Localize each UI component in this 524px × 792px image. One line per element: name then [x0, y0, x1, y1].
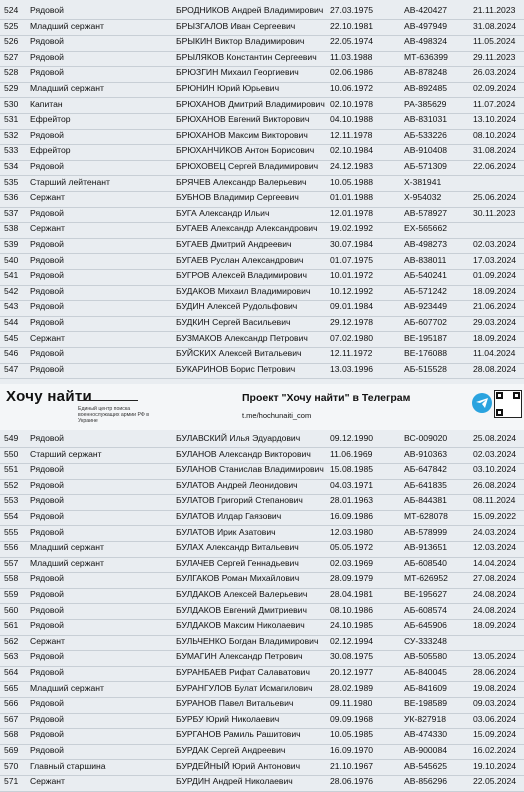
cell-birth: 01.01.1988	[330, 192, 374, 203]
cell-name: БУЛГАКОВ Роман Михайлович	[176, 573, 300, 584]
cell-doc: ВЕ-176088	[404, 348, 448, 359]
cell-name: БРЮХАНОВ Максим Викторович	[176, 129, 308, 140]
cell-name: БУЗМАКОВ Александр Петрович	[176, 332, 308, 343]
cell-name: БУЛАХ Александр Витальевич	[176, 542, 299, 553]
cell-doc: РА-385629	[404, 98, 447, 109]
cell-name: БРЮНИН Юрий Юрьевич	[176, 83, 280, 93]
cell-no: 547	[4, 363, 19, 374]
cell-rank: Рядовой	[30, 301, 64, 312]
cell-doc: ЕХ-565662	[404, 223, 448, 234]
cell-date: 15.09.2024	[473, 729, 517, 740]
cell-doc: АВ-498324	[404, 36, 448, 47]
cell-doc: АВ-505580	[404, 651, 448, 662]
cell-no: 562	[4, 635, 19, 646]
cell-rank: Младший сержант	[30, 20, 104, 31]
cell-doc: МТ-628078	[404, 511, 448, 521]
cell-date: 27.08.2024	[473, 573, 517, 584]
cell-doc: АБ-841609	[404, 682, 447, 693]
cell-doc: АБ-844381	[404, 495, 447, 506]
cell-birth: 24.12.1983	[330, 161, 374, 171]
cell-date: 22.06.2024	[473, 161, 517, 171]
cell-name: БУРАНБАЕВ Рифат Салаватович	[176, 667, 310, 677]
cell-no: 534	[4, 161, 19, 171]
cell-doc: ВЕ-195187	[404, 332, 448, 343]
cell-date: 21.06.2024	[473, 301, 517, 312]
cell-rank: Рядовой	[30, 207, 64, 218]
cell-date: 28.08.2024	[473, 363, 517, 374]
cell-rank: Главный старшина	[30, 760, 106, 771]
cell-date: 08.11.2024	[473, 495, 516, 506]
cell-date: 12.03.2024	[473, 542, 517, 553]
cell-date: 16.02.2024	[473, 745, 517, 755]
site-logo: Хочу найти	[6, 388, 93, 405]
cell-doc: АБ-515528	[404, 363, 447, 374]
cell-name: БРЫЛЯКОВ Константин Сергеевич	[176, 51, 317, 62]
cell-no: 525	[4, 20, 19, 31]
cell-rank: Рядовой	[30, 348, 64, 359]
cell-date: 28.06.2024	[473, 667, 517, 677]
cell-date: 13.10.2024	[473, 114, 517, 125]
cell-doc: АВ-900084	[404, 745, 448, 755]
cell-no: 567	[4, 713, 19, 724]
cell-name: БРЮХАНОВ Дмитрий Владимирович	[176, 98, 325, 109]
cell-rank: Рядовой	[30, 651, 64, 662]
cell-name: БУГАЕВ Руслан Александрович	[176, 254, 304, 265]
cell-date: 11.07.2024	[473, 98, 516, 109]
cell-no: 524	[4, 5, 19, 15]
cell-name: БРЫЗГАЛОВ Иван Сергеевич	[176, 20, 296, 31]
cell-doc: АВ-913651	[404, 542, 448, 553]
cell-name: БУРАНОВ Павел Витальевич	[176, 698, 294, 709]
cell-doc: АБ-607702	[404, 317, 447, 327]
cell-date: 29.11.2023	[473, 51, 516, 62]
cell-no: 565	[4, 682, 19, 693]
table-row	[0, 361, 524, 379]
cell-birth: 28.06.1976	[330, 776, 374, 787]
cell-doc: АВ-923449	[404, 301, 448, 312]
cell-name: БУЛАНОВ Станислав Владимирович	[176, 464, 324, 475]
cell-rank: Рядовой	[30, 620, 64, 631]
cell-birth: 12.11.1972	[330, 348, 373, 359]
cell-birth: 10.05.1985	[330, 729, 374, 740]
cell-rank: Рядовой	[30, 511, 64, 521]
cell-doc: ВС-009020	[404, 433, 448, 443]
cell-no: 526	[4, 36, 19, 47]
cell-no: 555	[4, 526, 19, 537]
cell-birth: 09.11.1980	[330, 698, 373, 709]
cell-rank: Старший сержант	[30, 448, 102, 459]
cell-name: БУКАРИНОВ Борис Петрович	[176, 363, 296, 374]
cell-no: 540	[4, 254, 19, 265]
cell-doc: АБ-540241	[404, 270, 447, 281]
cell-name: БРЮХАНОВ Евгений Викторович	[176, 114, 310, 125]
cell-date: 21.11.2023	[473, 5, 516, 15]
cell-name: БУЛАТОВ Ирик Азатович	[176, 526, 276, 537]
cell-no: 561	[4, 620, 19, 631]
cell-no: 560	[4, 604, 19, 615]
cell-name: БРЮХАНЧИКОВ Антон Борисович	[176, 145, 315, 156]
cell-birth: 12.11.1978	[330, 129, 373, 140]
cell-doc: АВ-892485	[404, 83, 448, 93]
cell-birth: 12.03.1980	[330, 526, 374, 537]
cell-date: 26.08.2024	[473, 479, 517, 490]
cell-date: 18.09.2024	[473, 285, 517, 296]
cell-name: БРЯЧЕВ Александр Валерьевич	[176, 176, 307, 187]
cell-doc: АБ-608540	[404, 557, 447, 568]
cell-birth: 02.06.1986	[330, 67, 374, 78]
cell-birth: 24.10.1985	[330, 620, 374, 631]
cell-name: БУБНОВ Владимир Сергеевич	[176, 192, 299, 203]
cell-rank: Сержант	[30, 776, 65, 787]
cell-date: 14.04.2024	[473, 557, 517, 568]
cell-name: БУЛАЧЕВ Сергей Геннадьевич	[176, 557, 299, 568]
cell-name: БУЛЬЧЕНКО Богдан Владимирович	[176, 635, 319, 646]
cell-date: 24.08.2024	[473, 589, 517, 599]
cell-date: 03.10.2024	[473, 464, 517, 475]
cell-doc: АВ-578999	[404, 526, 448, 537]
cell-date: 19.08.2024	[473, 682, 517, 693]
cell-date: 13.05.2024	[473, 651, 517, 662]
cell-rank: Рядовой	[30, 667, 64, 677]
cell-name: БУЛДАКОВ Евгений Дмитриевич	[176, 604, 307, 615]
cell-rank: Младший сержант	[30, 682, 104, 693]
cell-no: 558	[4, 573, 19, 584]
cell-rank: Рядовой	[30, 36, 64, 47]
cell-birth: 09.09.1968	[330, 713, 374, 724]
promo-title: Проект "Хочу найти" в Телеграм	[242, 392, 411, 404]
cell-no: 553	[4, 495, 19, 506]
cell-birth: 07.02.1980	[330, 332, 374, 343]
cell-no: 528	[4, 67, 19, 78]
cell-rank: Рядовой	[30, 67, 64, 78]
cell-birth: 02.03.1969	[330, 557, 374, 568]
cell-birth: 16.09.1986	[330, 511, 374, 521]
cell-birth: 11.03.1988	[330, 51, 373, 62]
cell-date: 15.09.2022	[473, 511, 517, 521]
cell-name: БУРДАК Сергей Андреевич	[176, 745, 286, 755]
cell-doc: АБ-840045	[404, 667, 447, 677]
cell-date: 09.03.2024	[473, 698, 517, 709]
cell-no: 551	[4, 464, 19, 475]
cell-no: 537	[4, 207, 19, 218]
cell-birth: 20.12.1977	[330, 667, 374, 677]
cell-no: 564	[4, 667, 19, 677]
cell-doc: ВЕ-195627	[404, 589, 448, 599]
cell-birth: 08.10.1986	[330, 604, 374, 615]
cell-rank: Рядовой	[30, 161, 64, 171]
cell-doc: АБ-533226	[404, 129, 447, 140]
cell-no: 527	[4, 51, 19, 62]
cell-rank: Рядовой	[30, 5, 64, 15]
cell-rank: Рядовой	[30, 363, 64, 374]
cell-name: БУРАНГУЛОВ Булат Исмагилович	[176, 682, 313, 693]
cell-rank: Сержант	[30, 635, 65, 646]
cell-name: БУЛАТОВ Григорий Степанович	[176, 495, 303, 506]
cell-birth: 28.04.1981	[330, 589, 374, 599]
cell-no: 568	[4, 729, 19, 740]
cell-name: БУЛАТОВ Андрей Леонидович	[176, 479, 298, 490]
telegram-link[interactable]: t.me/hochunaiti_com	[242, 411, 312, 420]
cell-rank: Ефрейтор	[30, 145, 71, 156]
cell-birth: 09.01.1984	[330, 301, 374, 312]
cell-no: 539	[4, 239, 19, 249]
cell-no: 557	[4, 557, 19, 568]
cell-doc: АВ-545625	[404, 760, 448, 771]
cell-date: 01.09.2024	[473, 270, 517, 281]
cell-doc: АВ-838011	[404, 254, 447, 265]
cell-rank: Сержант	[30, 192, 65, 203]
cell-birth: 27.03.1975	[330, 5, 374, 15]
cell-name: БУЛАНОВ Александр Викторович	[176, 448, 311, 459]
cell-no: 530	[4, 98, 19, 109]
cell-date: 31.08.2024	[473, 20, 517, 31]
cell-no: 552	[4, 479, 19, 490]
cell-rank: Рядовой	[30, 604, 64, 615]
cell-birth: 04.03.1971	[330, 479, 374, 490]
cell-birth: 02.12.1994	[330, 635, 374, 646]
table-row	[0, 773, 524, 791]
cell-birth: 22.10.1981	[330, 20, 374, 31]
cell-birth: 10.01.1972	[330, 270, 374, 281]
cell-doc: АБ-571242	[404, 285, 447, 296]
cell-rank: Старший лейтенант	[30, 176, 110, 187]
cell-date: 08.10.2024	[473, 129, 517, 140]
cell-date: 24.03.2024	[473, 526, 517, 537]
cell-birth: 01.07.1975	[330, 254, 374, 265]
cell-rank: Рядовой	[30, 270, 64, 281]
cell-name: БУРДЕЙНЫЙ Юрий Антонович	[176, 760, 301, 771]
cell-rank: Младший сержант	[30, 83, 104, 93]
cell-birth: 21.10.1967	[330, 760, 374, 771]
cell-rank: Младший сержант	[30, 542, 104, 553]
cell-rank: Рядовой	[30, 254, 64, 265]
cell-date: 25.08.2024	[473, 433, 517, 443]
cell-no: 541	[4, 270, 19, 281]
cell-no: 542	[4, 285, 19, 296]
cell-doc: АВ-910408	[404, 145, 448, 156]
cell-no: 566	[4, 698, 19, 709]
cell-birth: 10.12.1992	[330, 285, 374, 296]
cell-name: БУЛДАКОВ Алексей Валерьевич	[176, 589, 308, 599]
cell-doc: СУ-333248	[404, 635, 447, 646]
cell-no: 535	[4, 176, 19, 187]
cell-birth: 10.05.1988	[330, 176, 374, 187]
cell-rank: Рядовой	[30, 495, 64, 506]
cell-doc: АБ-645906	[404, 620, 447, 631]
cell-doc: АБ-571309	[404, 161, 447, 171]
cell-no: 531	[4, 114, 19, 125]
cell-birth: 30.07.1984	[330, 239, 374, 249]
cell-doc: АВ-856296	[404, 776, 448, 787]
cell-doc: АБ-641835	[404, 479, 447, 490]
cell-birth: 02.10.1984	[330, 145, 374, 156]
cell-rank: Рядовой	[30, 317, 64, 327]
cell-doc: МТ-636399	[404, 51, 448, 62]
cell-doc: АВ-420427	[404, 5, 448, 15]
cell-rank: Рядовой	[30, 698, 64, 709]
cell-date: 31.08.2024	[473, 145, 517, 156]
cell-rank: Младший сержант	[30, 557, 104, 568]
cell-doc: АВ-878248	[404, 67, 448, 78]
cell-doc: АВ-498273	[404, 239, 448, 249]
cell-rank: Рядовой	[30, 433, 64, 443]
cell-doc: Х-381941	[404, 176, 442, 187]
cell-rank: Рядовой	[30, 526, 64, 537]
cell-rank: Рядовой	[30, 573, 64, 584]
cell-doc: ВЕ-198589	[404, 698, 448, 709]
cell-rank: Капитан	[30, 98, 63, 109]
cell-birth: 28.09.1979	[330, 573, 374, 584]
cell-date: 02.03.2024	[473, 239, 517, 249]
cell-name: БУДАКОВ Михаил Владимирович	[176, 285, 311, 296]
cell-birth: 10.06.1972	[330, 83, 374, 93]
cell-no: 532	[4, 129, 19, 140]
cell-rank: Рядовой	[30, 51, 64, 62]
cell-rank: Рядовой	[30, 713, 64, 724]
cell-birth: 19.02.1992	[330, 223, 374, 234]
cell-birth: 22.05.1974	[330, 36, 374, 47]
cell-birth: 09.12.1990	[330, 433, 374, 443]
cell-no: 549	[4, 433, 19, 443]
cell-no: 533	[4, 145, 19, 156]
cell-date: 30.11.2023	[473, 207, 516, 218]
cell-no: 546	[4, 348, 19, 359]
cell-rank: Сержант	[30, 332, 65, 343]
cell-rank: Сержант	[30, 223, 65, 234]
cell-name: БУРДИН Андрей Николаевич	[176, 776, 293, 787]
cell-birth: 02.10.1978	[330, 98, 374, 109]
cell-no: 550	[4, 448, 19, 459]
cell-birth: 30.08.1975	[330, 651, 374, 662]
cell-no: 569	[4, 745, 19, 755]
cell-name: БУГРОВ Алексей Владимирович	[176, 270, 307, 281]
cell-rank: Рядовой	[30, 239, 64, 249]
cell-no: 571	[4, 776, 19, 787]
cell-rank: Рядовой	[30, 285, 64, 296]
cell-doc: АБ-647842	[404, 464, 447, 475]
cell-date: 24.08.2024	[473, 604, 517, 615]
logo-underline	[78, 400, 138, 401]
cell-name: БРЫКИН Виктор Владимирович	[176, 36, 305, 47]
cell-no: 545	[4, 332, 19, 343]
telegram-icon[interactable]	[472, 393, 492, 413]
cell-rank: Ефрейтор	[30, 114, 71, 125]
cell-date: 29.03.2024	[473, 317, 517, 327]
cell-birth: 04.10.1988	[330, 114, 374, 125]
cell-no: 559	[4, 589, 19, 599]
cell-name: БУЛАВСКИЙ Илья Эдуардович	[176, 433, 301, 443]
cell-date: 03.06.2024	[473, 713, 517, 724]
cell-date: 18.09.2024	[473, 332, 517, 343]
cell-no: 554	[4, 511, 19, 521]
cell-doc: АВ-910363	[404, 448, 448, 459]
cell-name: БУМАГИН Александр Петрович	[176, 651, 303, 662]
cell-birth: 15.08.1985	[330, 464, 374, 475]
cell-doc: УК-827918	[404, 713, 447, 724]
cell-date: 26.03.2024	[473, 67, 517, 78]
cell-doc: АБ-608574	[404, 604, 447, 615]
cell-name: БРЮЗГИН Михаил Георгиевич	[176, 67, 299, 78]
cell-name: БУЙСКИХ Алексей Витальевич	[176, 348, 302, 359]
cell-doc: АВ-474330	[404, 729, 448, 740]
cell-name: БРЮХОВЕЦ Сергей Владимирович	[176, 161, 319, 171]
cell-no: 536	[4, 192, 19, 203]
cell-name: БУЛАТОВ Илдар Гаязович	[176, 511, 282, 521]
cell-date: 02.03.2024	[473, 448, 517, 459]
cell-no: 556	[4, 542, 19, 553]
promo-banner	[0, 384, 524, 430]
cell-rank: Рядовой	[30, 464, 64, 475]
cell-no: 538	[4, 223, 19, 234]
cell-date: 25.06.2024	[473, 192, 517, 203]
cell-rank: Рядовой	[30, 745, 64, 755]
cell-date: 19.10.2024	[473, 760, 517, 771]
cell-name: БУДИН Алексей Рудольфович	[176, 301, 298, 312]
cell-no: 563	[4, 651, 19, 662]
cell-date: 02.09.2024	[473, 83, 517, 93]
logo-subtitle: Единый центр поиска военнослужащих армии РФ в Украине	[78, 406, 150, 424]
cell-no: 544	[4, 317, 19, 327]
cell-no: 543	[4, 301, 19, 312]
cell-date: 11.04.2024	[473, 348, 516, 359]
cell-name: БУРГАНОВ Рамиль Рашитович	[176, 729, 301, 740]
cell-name: БРОДНИКОВ Андрей Владимирович	[176, 5, 324, 15]
cell-rank: Рядовой	[30, 729, 64, 740]
cell-birth: 29.12.1978	[330, 317, 374, 327]
cell-doc: АВ-497949	[404, 20, 448, 31]
cell-date: 22.05.2024	[473, 776, 517, 787]
cell-birth: 12.01.1978	[330, 207, 374, 218]
cell-doc: АВ-831031	[404, 114, 448, 125]
cell-no: 570	[4, 760, 19, 771]
cell-rank: Рядовой	[30, 589, 64, 599]
cell-no: 529	[4, 83, 19, 93]
cell-name: БУГАЕВ Александр Александрович	[176, 223, 318, 234]
cell-name: БУЛДАКОВ Максим Николаевич	[176, 620, 305, 631]
cell-doc: Х-954032	[404, 192, 442, 203]
cell-date: 18.09.2024	[473, 620, 517, 631]
cell-birth: 13.03.1996	[330, 363, 374, 374]
cell-date: 17.03.2024	[473, 254, 517, 265]
cell-birth: 28.01.1963	[330, 495, 374, 506]
qr-code-icon	[494, 390, 522, 418]
cell-rank: Рядовой	[30, 129, 64, 140]
cell-doc: МТ-626952	[404, 573, 448, 584]
cell-doc: АВ-578927	[404, 207, 448, 218]
cell-date: 11.05.2024	[473, 36, 516, 47]
cell-name: БУДКИН Сергей Васильевич	[176, 317, 291, 327]
cell-rank: Рядовой	[30, 479, 64, 490]
cell-birth: 11.06.1969	[330, 448, 373, 459]
cell-name: БУРБУ Юрий Николаевич	[176, 713, 280, 724]
cell-name: БУГА Александр Ильич	[176, 207, 270, 218]
cell-birth: 16.09.1970	[330, 745, 374, 755]
cell-name: БУГАЕВ Дмитрий Андреевич	[176, 239, 292, 249]
cell-birth: 05.05.1972	[330, 542, 374, 553]
cell-birth: 28.02.1989	[330, 682, 374, 693]
